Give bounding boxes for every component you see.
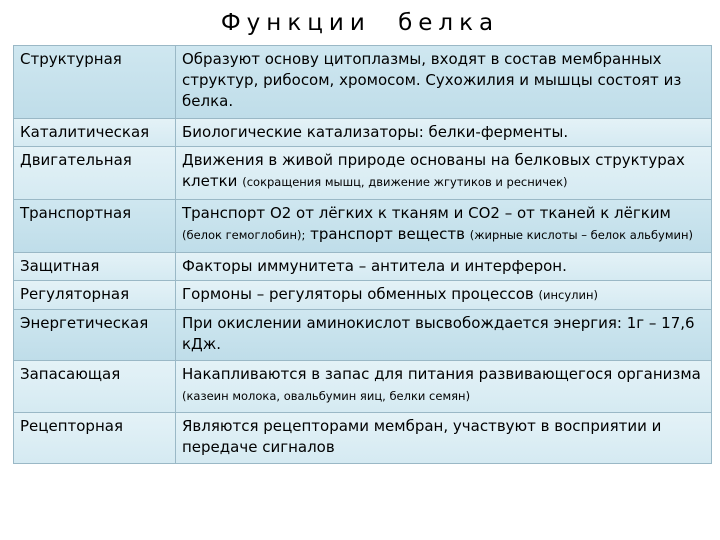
function-description: Транспорт О2 от лёгких к тканям и СО2 – от тканей к лёгким (белок гемоглобин); транспорт веществ (жирные кислоты – белок альбумин) [182,204,694,243]
function-description: Образуют основу цитоплазмы, входят в состав мембранных структур, рибосом, хромосом. Сухожилия и мышцы состоят из белка. [182,50,682,110]
function-name: Энергетическая [14,310,176,360]
function-description: Гормоны – регуляторы обменных процессов (инсулин) [182,285,598,303]
page-title: Функции белка [220,10,500,36]
table-row [14,253,711,281]
function-description: Накапливаются в запас для питания развивающегося организма (казеин молока, овальбумин яиц, белки семян) [182,365,701,403]
function-description: При окислении аминокислот высвобождается энергия: 1г – 17,6 кДж. [182,314,695,353]
table-row [14,147,711,200]
function-name: Транспортная [14,200,176,252]
function-description: Биологические катализаторы: белки-ферменты. [182,123,569,141]
function-description: Являются рецепторами мембран, участвуют в восприятии и передаче сигналов [182,417,662,456]
function-description: Движения в живой природе основаны на белковых структурах клетки (сокращения мышц, движение жгутиков и ресничек) [182,151,685,190]
function-name: Двигательная [14,147,176,199]
function-name: Регуляторная [14,281,176,309]
table-row [14,413,711,463]
table-row [14,119,711,147]
description-note: (казеин молока, овальбумин яиц, белки семян) [182,389,471,403]
function-name: Защитная [14,253,176,280]
table-row [14,361,711,413]
functions-table [13,45,712,464]
description-note: (инсулин) [538,288,598,302]
table-row [14,200,711,253]
function-name: Каталитическая [14,119,176,146]
function-description: Факторы иммунитета – антитела и интерферон. [182,257,567,275]
description-note: (жирные кислоты – белок альбумин) [469,228,694,242]
description-note: (сокращения мышц, движение жгутиков и ресничек) [242,175,568,189]
table-row [14,281,711,310]
function-name: Структурная [14,46,176,118]
function-name: Запасающая [14,361,176,412]
function-name: Рецепторная [14,413,176,463]
table-row [14,310,711,361]
table-row [14,46,711,119]
description-note: (белок гемоглобин); [182,228,306,242]
